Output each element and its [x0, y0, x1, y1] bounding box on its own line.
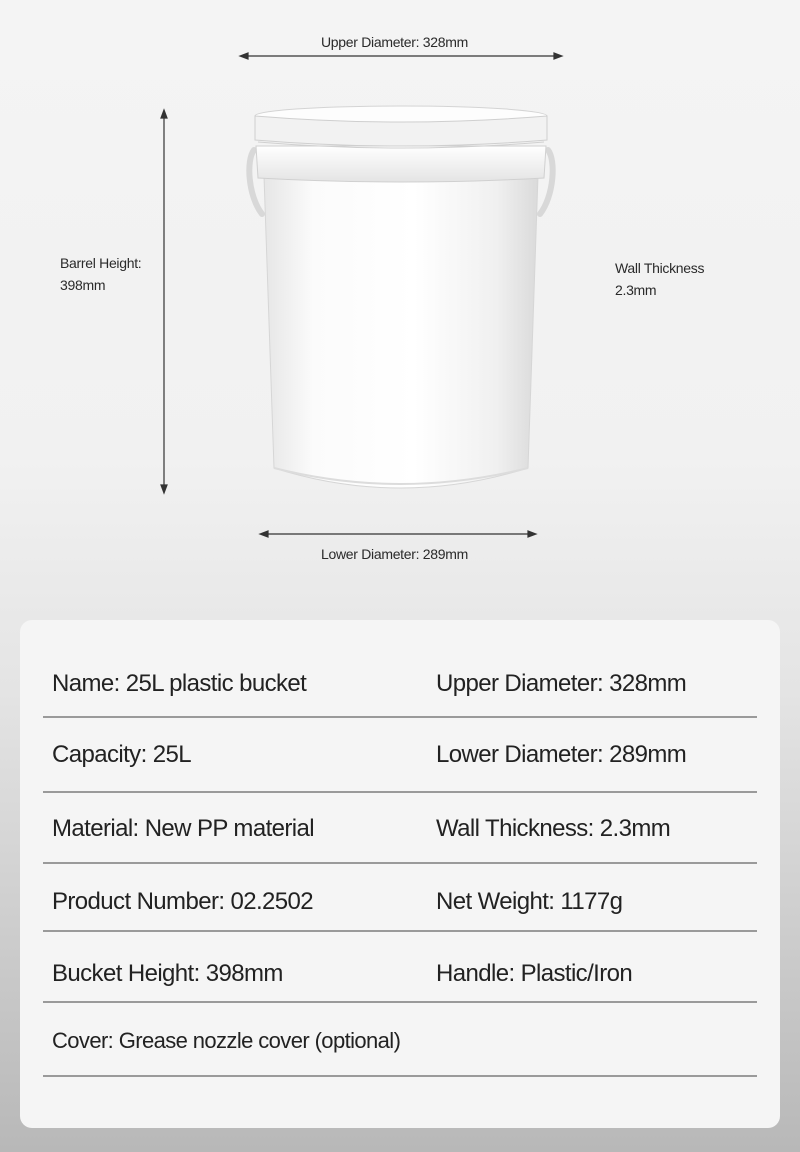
upper-diameter-label: Upper Diameter: 328mm — [321, 34, 468, 50]
spec-row — [43, 864, 757, 932]
bucket-image — [249, 106, 552, 488]
spec-upper-diameter: Upper Diameter: 328mm — [436, 670, 687, 697]
barrel-height-label-line2: 398mm — [60, 277, 106, 293]
spec-capacity: Capacity: 25L — [52, 741, 191, 768]
barrel-height-arrow — [161, 110, 167, 493]
spec-handle: Handle: Plastic/Iron — [436, 960, 633, 987]
upper-diameter-arrow — [240, 53, 562, 59]
barrel-height-label — [60, 252, 141, 296]
lower-diameter-arrow — [260, 531, 536, 537]
spec-name: Name: 25L plastic bucket — [52, 670, 307, 697]
spec-row — [43, 620, 757, 718]
wall-thickness-label-line2: 2.3mm — [615, 282, 657, 298]
barrel-height-label-line1: Barrel Height: — [60, 255, 142, 271]
spec-lower-diameter: Lower Diameter: 289mm — [436, 741, 687, 768]
spec-row — [43, 718, 757, 793]
spec-wall-thickness: Wall Thickness: 2.3mm — [436, 815, 671, 842]
spec-row — [43, 1003, 757, 1077]
lower-diameter-label: Lower Diameter: 289mm — [321, 546, 468, 562]
wall-thickness-label-line1: Wall Thickness — [615, 260, 705, 276]
specification-card — [20, 620, 780, 1128]
spec-bucket-height: Bucket Height: 398mm — [52, 960, 283, 987]
wall-thickness-label — [615, 257, 704, 301]
spec-material: Material: New PP material — [52, 815, 314, 842]
spec-product-number: Product Number: 02.2502 — [52, 888, 314, 915]
spec-net-weight: Net Weight: 1177g — [436, 888, 623, 915]
spec-row — [43, 932, 757, 1003]
spec-row — [43, 793, 757, 864]
spec-cover: Cover: Grease nozzle cover (optional) — [52, 1028, 401, 1053]
